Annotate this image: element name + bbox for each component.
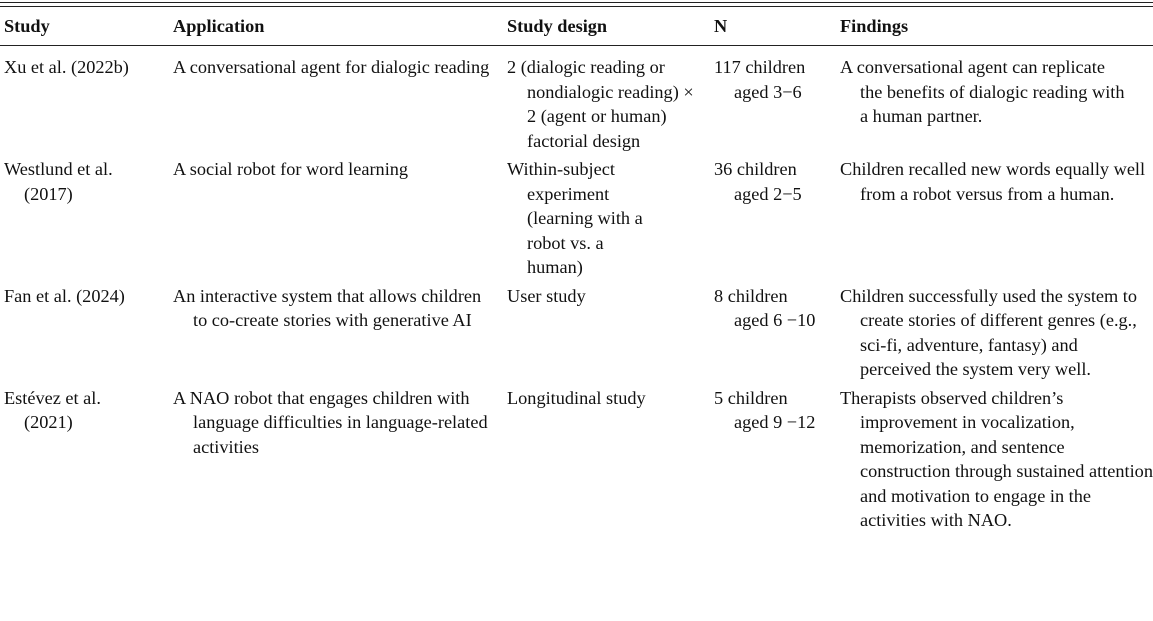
table-row [0,280,1153,382]
cell-application: A conversational agent for dialogic reading [173,57,490,77]
cell-study: Westlund et al. (2017) [4,159,113,204]
cell-findings: Children recalled new words equally well from a robot versus from a human. [840,159,1146,204]
cell-design: Within-subject experiment (learning with a robot vs. a human) [507,159,643,277]
header-study: Study [4,16,50,37]
cell-design: Longitudinal study [507,387,646,408]
table-row [0,153,1153,280]
table-row [0,382,1153,533]
cell-findings: Therapists observed children’s improvement in vocalization, memorization, and sentence construction through sustained attention and motivation to engage in the activities with NAO. [840,387,1153,530]
cell-n: 36 children aged 2−5 [714,159,802,204]
cell-study: Estévez et al. (2021) [4,387,101,432]
cell-n: 117 children aged 3−6 [714,57,806,102]
cell-application: A social robot for word learning [173,159,409,179]
cell-n: 8 children aged 6 −10 [714,285,816,330]
studies-table [0,8,1153,533]
cell-application: A NAO robot that engages children with language difficulties in language-related activities [173,387,488,457]
header-application: Application [173,16,265,37]
cell-n: 5 children aged 9 −12 [714,387,816,432]
table-row [0,45,1153,153]
cell-study: Fan et al. (2024) [4,285,125,306]
cell-design: User study [507,285,586,306]
header-n: N [714,16,728,37]
table-header-row [0,8,1153,45]
cell-findings: Children successfully used the system to create stories of different genres (e.g., sci-fi, adventure, fantasy) and perceived the system very well. [840,285,1138,379]
header-findings: Findings [840,16,909,37]
cell-study: Xu et al. (2022b) [4,57,129,77]
cell-design: 2 (dialogic reading or nondialogic reading) × 2 (agent or human) factorial design [507,57,694,151]
cell-findings: A conversational agent can replicate the benefits of dialogic reading with a human partner. [840,57,1125,126]
cell-application: An interactive system that allows children to co-create stories with generative AI [173,285,482,330]
top-rule-double [0,6,1153,7]
header-study-design: Study design [507,16,608,37]
top-rule [0,2,1153,3]
